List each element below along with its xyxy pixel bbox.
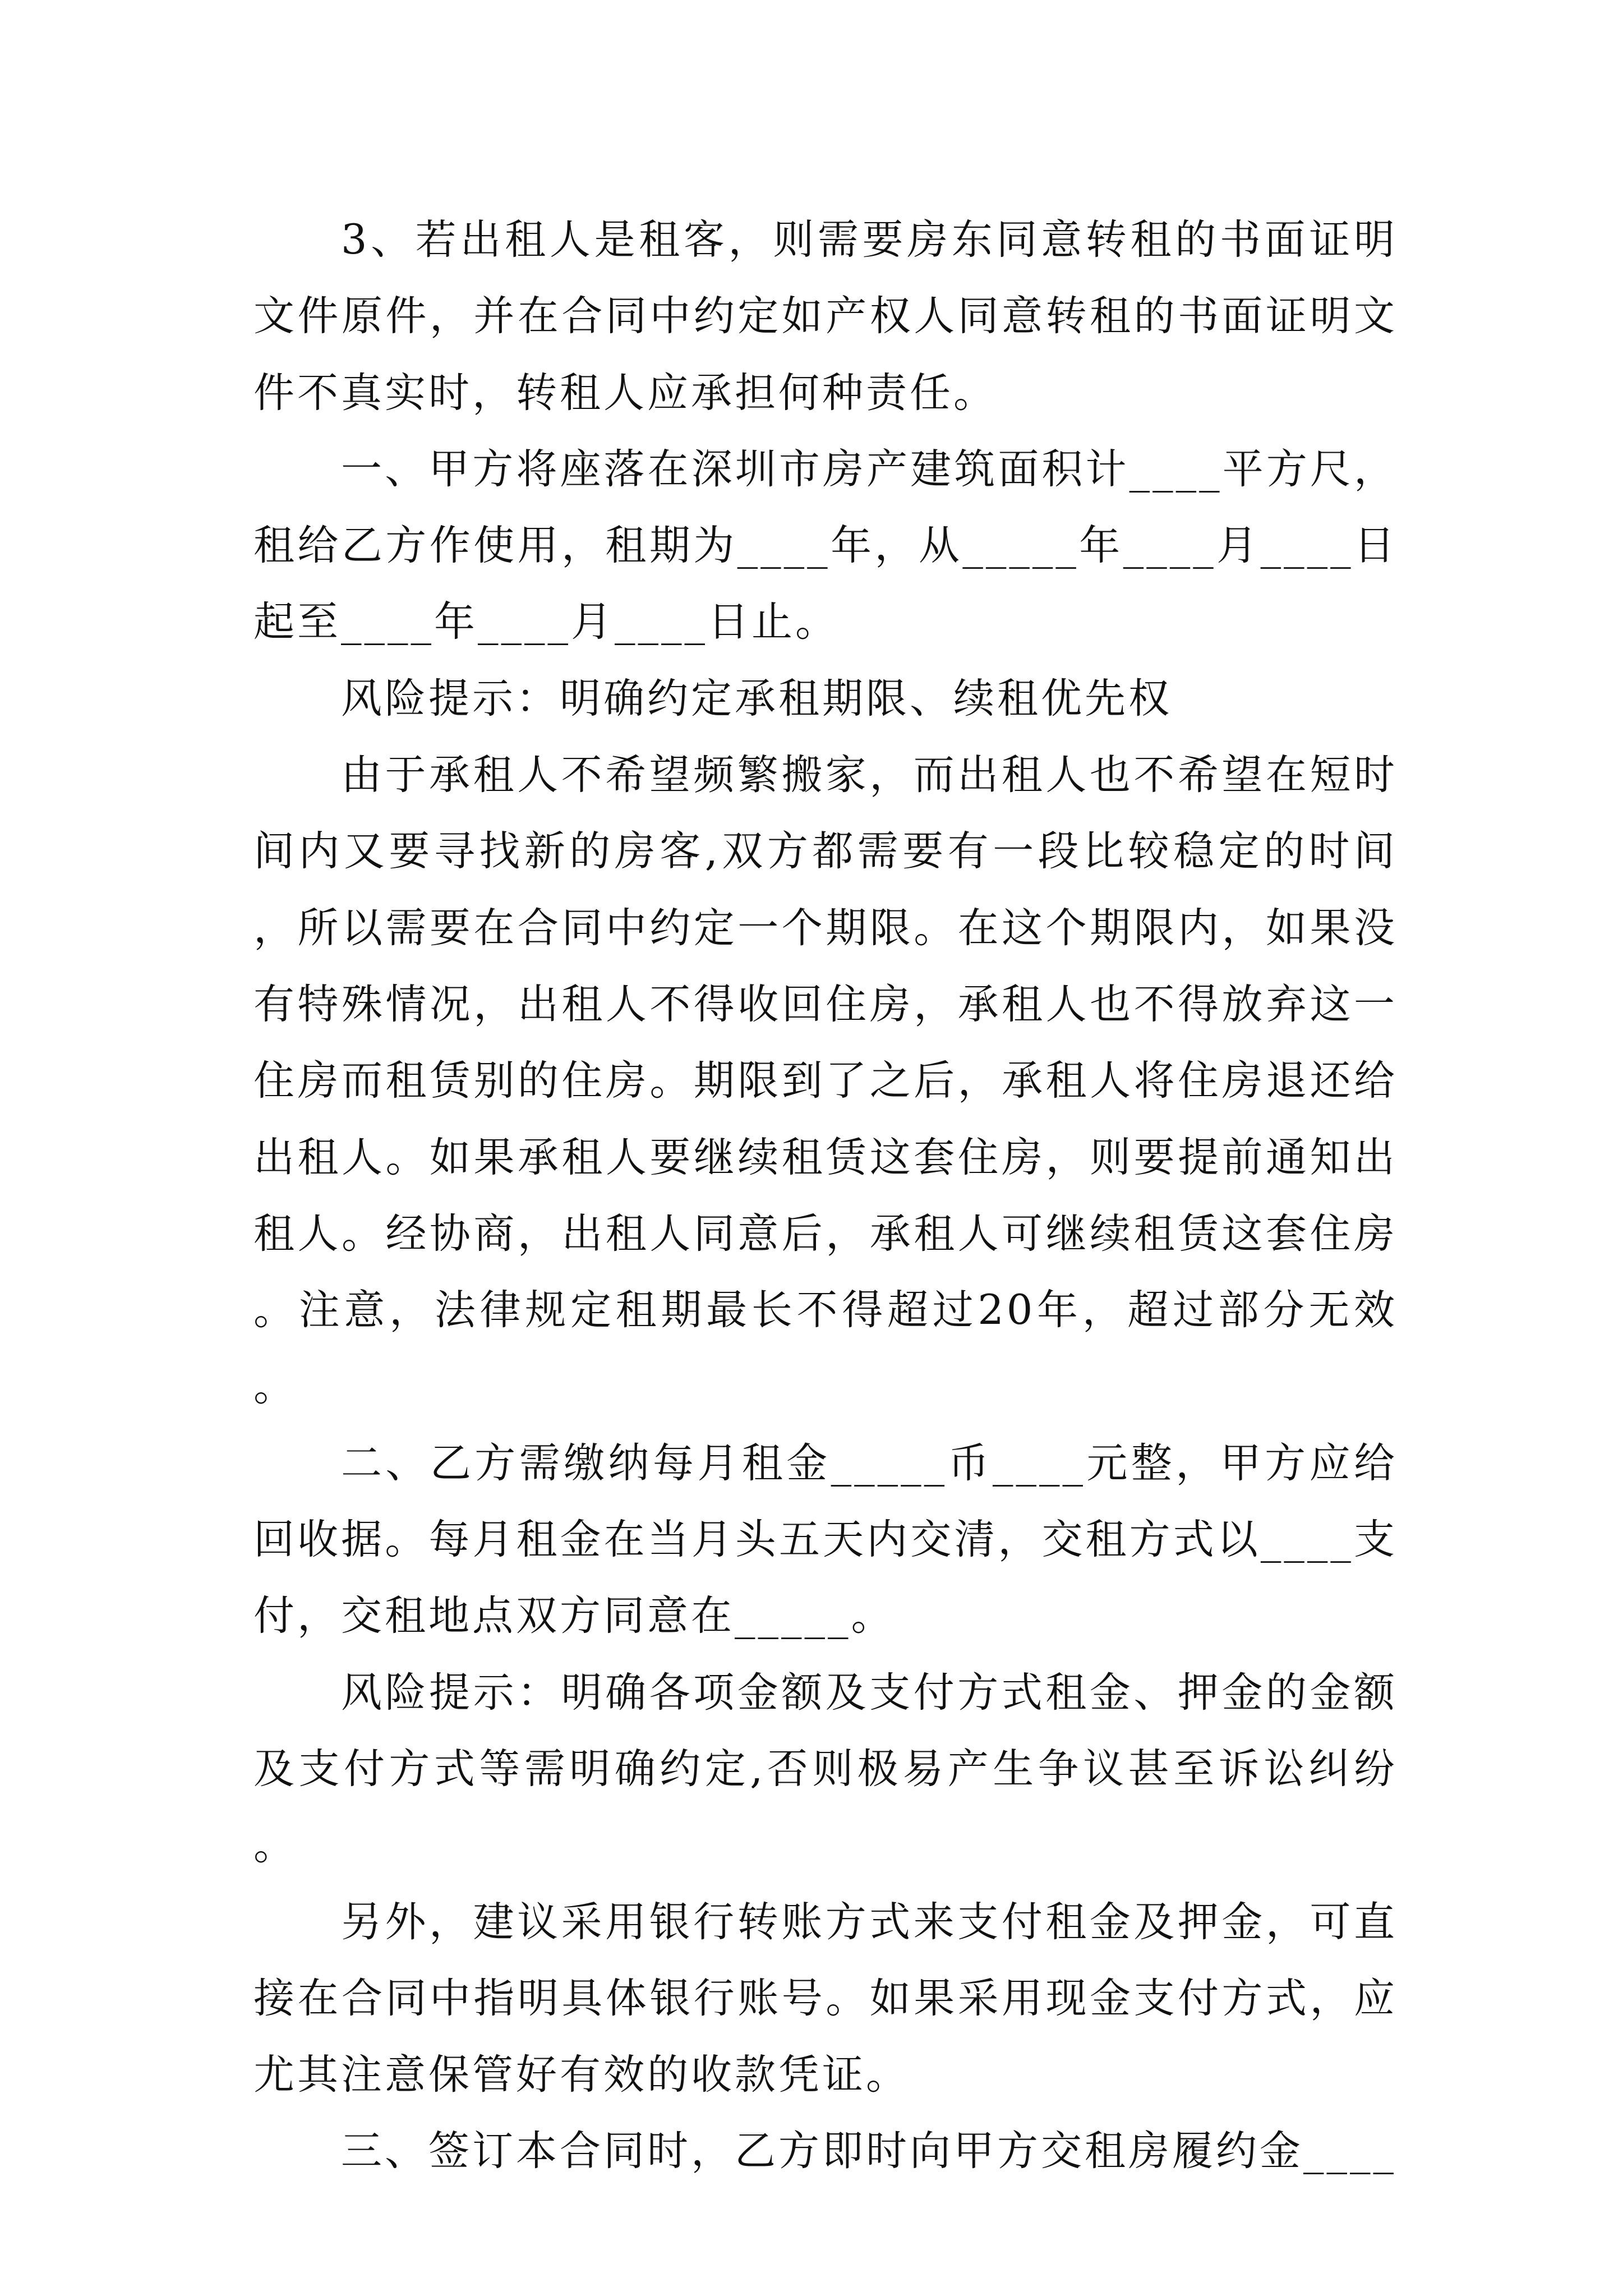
paragraph-risk-tip-payment: 风险提示：明确各项金额及支付方式租金、押金的金额及支付方式等需明确约定,否则极易产生争议甚至诉讼纠纷。 bbox=[253, 1668, 1398, 1870]
paragraph-term-explanation: 由于承租人不希望频繁搬家，而出租人也不希望在短时间内又要寻找新的房客,双方都需要有一段比较稳定的时间，所以需要在合同中约定一个期限。在这个期限内，如果没有特殊情况，出租人不得收回住房，承租人也不得放弃这一住房而租赁别的住房。期限到了之后，承租人将住房退还给出租人。如果承租人要继续租赁这套住房，则要提前通知出租人。经协商，出租人同意后，承租人可继续租赁这套住房。注意，法律规定租期最长不得超过20年，超过部分无效。 bbox=[253, 751, 1398, 1411]
paragraph-sublease-proof: 3、若出租人是租客，则需要房东同意转租的书面证明文件原件，并在合同中约定如产权人同意转租的书面证明文件不真实时，转租人应承担何种责任。 bbox=[253, 216, 1398, 417]
paragraph-clause-one-lease-term: 一、甲方将座落在深圳市房产建筑面积计____平方尺，租给乙方作使用，租期为____年，从_____年____月____日起至____年____月____日止。 bbox=[253, 445, 1398, 646]
paragraph-risk-tip-term: 风险提示：明确约定承租期限、续租优先权 bbox=[341, 674, 1172, 723]
document-body bbox=[253, 202, 1398, 2190]
paragraph-clause-two-rent: 二、乙方需缴纳每月租金_____币____元整，甲方应给回收据。每月租金在当月头五天内交清，交租方式以____支付，交租地点双方同意在_____。 bbox=[253, 1439, 1398, 1640]
paragraph-clause-three-deposit: 三、签订本合同时，乙方即时向甲方交租房履约金____ bbox=[341, 2127, 1396, 2175]
paragraph-payment-advice: 另外，建议采用银行转账方式来支付租金及押金，可直接在合同中指明具体银行账号。如果采用现金支付方式，应尤其注意保管好有效的收款凭证。 bbox=[253, 1898, 1398, 2099]
